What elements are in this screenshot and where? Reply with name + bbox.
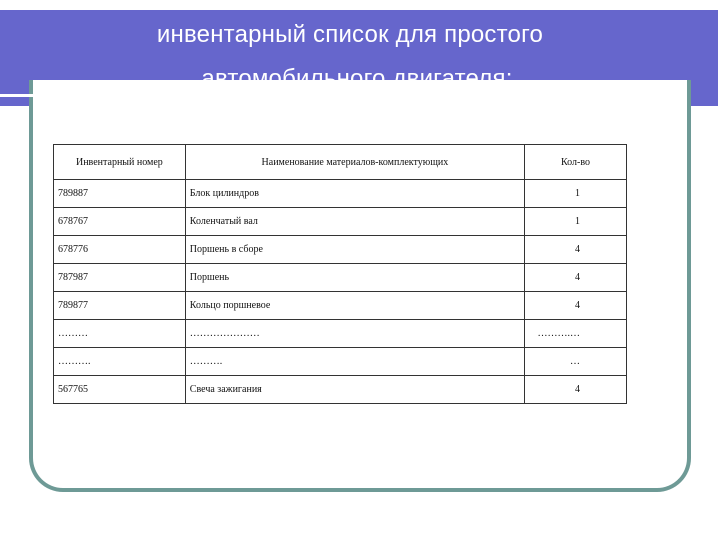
table-row <box>54 320 627 348</box>
cell-quantity: 1 <box>525 208 627 236</box>
table-row <box>54 292 627 320</box>
cell-inventory-number: ………. <box>54 348 186 376</box>
inventory-table <box>53 144 627 404</box>
table-header-row <box>54 145 627 180</box>
cell-material-name: ………………… <box>185 320 524 348</box>
cell-quantity: 4 <box>525 264 627 292</box>
table-row <box>54 376 627 404</box>
cell-quantity: ……….… <box>525 320 627 348</box>
cell-material-name: Кольцо поршневое <box>185 292 524 320</box>
cell-material-name: Поршень в сборе <box>185 236 524 264</box>
cell-quantity: 4 <box>525 292 627 320</box>
table-row <box>54 264 627 292</box>
table-row <box>54 348 627 376</box>
cell-quantity: 4 <box>525 236 627 264</box>
cell-inventory-number: 789887 <box>54 180 186 208</box>
header-quantity: Кол-во <box>525 145 627 180</box>
cell-inventory-number: ……… <box>54 320 186 348</box>
cell-inventory-number: 678767 <box>54 208 186 236</box>
table-row <box>54 236 627 264</box>
cell-material-name: Коленчатый вал <box>185 208 524 236</box>
header-inventory-number: Инвентарный номер <box>54 145 186 180</box>
cell-inventory-number: 789877 <box>54 292 186 320</box>
title-divider <box>0 94 636 97</box>
cell-quantity: 1 <box>525 180 627 208</box>
table-row <box>54 208 627 236</box>
slide-title-line-1: инвентарный список для простого <box>156 21 544 48</box>
header-material-name: Наименование материалов-комплектующих <box>185 145 524 180</box>
cell-material-name: Свеча зажигания <box>185 376 524 404</box>
slide-title-line-2: автомобильного двигателя: <box>201 65 513 92</box>
cell-inventory-number: 787987 <box>54 264 186 292</box>
cell-quantity: … <box>525 348 627 376</box>
cell-inventory-number: 567765 <box>54 376 186 404</box>
cell-quantity: 4 <box>525 376 627 404</box>
cell-material-name: ………. <box>185 348 524 376</box>
table-row <box>54 180 627 208</box>
cell-material-name: Блок цилиндров <box>185 180 524 208</box>
cell-inventory-number: 678776 <box>54 236 186 264</box>
cell-material-name: Поршень <box>185 264 524 292</box>
